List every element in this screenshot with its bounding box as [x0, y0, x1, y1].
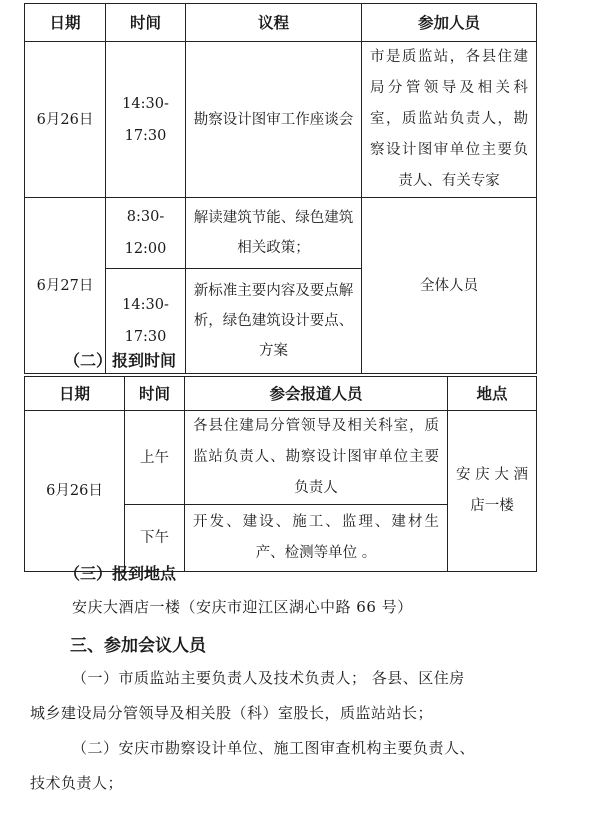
header-attendees: 参加人员	[362, 4, 537, 42]
reg-header-date: 日期	[25, 377, 125, 411]
participants-heading: 三、参加会议人员	[70, 636, 206, 656]
day2-session1-agenda-cell	[186, 198, 362, 269]
day1-time-end: 17:30	[124, 127, 167, 144]
day1-time-start: 14:30-	[122, 95, 169, 112]
participants-item2-line2: 技术负责人；	[30, 774, 124, 792]
header-agenda: 议程	[186, 4, 362, 42]
reg-date: 6月26日	[25, 411, 125, 572]
reg-afternoon-attendees-cell	[185, 505, 448, 572]
reg-afternoon-attendees: 开发、建设、施工、监理、建材生产、检测等单位 。	[193, 514, 439, 561]
registration-table	[24, 376, 537, 572]
day1-attendees: 市是质监站，各县住建局分管领导及相关科室，质监站负责人，勘察设计图审单位主要负责人、有关专家	[370, 49, 528, 189]
day1-time	[106, 42, 186, 198]
day2-session2-agenda-cell	[186, 269, 362, 374]
schedule-row-day2-session1	[25, 198, 537, 269]
reg-morning-time: 上午	[125, 411, 185, 505]
day2-date: 6月27日	[25, 198, 106, 374]
reg-header-attendees: 参会报道人员	[185, 377, 448, 411]
day1-attendees-cell	[362, 42, 537, 198]
registration-header-row	[25, 377, 537, 411]
day2-attendees: 全体人员	[362, 198, 537, 374]
day1-agenda: 勘察设计图审工作座谈会	[186, 42, 362, 198]
day2-session1-time-end: 12:00	[124, 241, 167, 257]
day2-session1-time	[106, 198, 186, 269]
reg-header-time: 时间	[125, 377, 185, 411]
participants-item2-line1: （二）安庆市勘察设计单位、施工图审查机构主要负责人、	[72, 739, 476, 757]
registration-row-morning	[25, 411, 537, 505]
day2-session1-time-start: 8:30-	[126, 209, 165, 225]
participants-item1-line2: 城乡建设局分管领导及相关股（科）室股长，质监站站长；	[30, 704, 434, 722]
header-date: 日期	[25, 4, 106, 42]
registration-place-text: 安庆大酒店一楼（安庆市迎江区湖心中路 66 号）	[72, 598, 413, 616]
registration-place-heading: （三）报到地点	[64, 564, 177, 583]
day2-session1-agenda: 解读建筑节能、绿色建筑相关政策；	[193, 210, 354, 256]
schedule-row-day1	[25, 42, 537, 198]
day2-session2-time-end: 17:30	[124, 329, 167, 345]
day2-session2-agenda: 新标准主要内容及要点解析，绿色建筑设计要点、方案	[193, 283, 354, 359]
reg-location: 安庆大酒店一楼	[456, 467, 528, 514]
reg-morning-attendees-cell	[185, 411, 448, 505]
reg-location-cell	[448, 411, 537, 572]
reg-morning-attendees: 各县住建局分管领导及相关科室，质监站负责人、勘察设计图审单位主要负责人	[193, 418, 439, 496]
registration-time-heading: （二）报到时间	[64, 351, 177, 370]
schedule-table	[24, 3, 537, 374]
header-time: 时间	[106, 4, 186, 42]
reg-afternoon-time: 下午	[125, 505, 185, 572]
day1-date: 6月26日	[25, 42, 106, 198]
day2-session2-time-start: 14:30-	[122, 297, 169, 313]
participants-item1-line1: （一）市质监站主要负责人及技术负责人； 各县、区住房	[72, 669, 465, 687]
schedule-header-row	[25, 4, 537, 42]
reg-header-location: 地点	[448, 377, 537, 411]
